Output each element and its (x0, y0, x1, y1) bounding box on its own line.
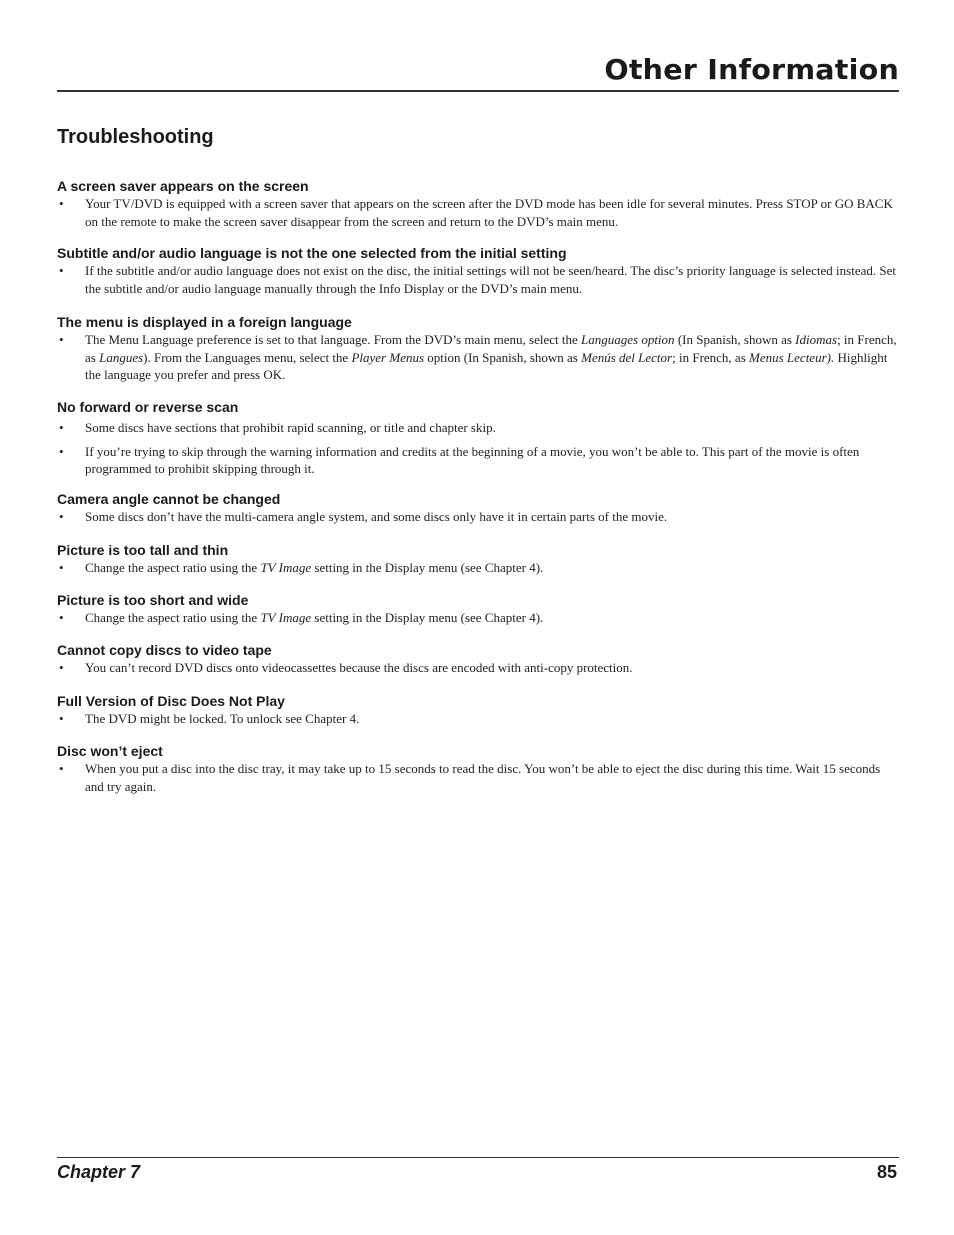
troubleshooting-topic (57, 641, 897, 677)
bullet-text: You can’t record DVD discs onto videocassettes because the discs are encoded with anti-copy protection. (85, 660, 633, 675)
troubleshooting-topic (57, 490, 897, 526)
bullet-icon: • (59, 761, 64, 776)
bullet-text: Change the aspect ratio using the (85, 560, 261, 575)
topic-heading: Picture is too tall and thin (57, 542, 229, 558)
bullet-item (57, 331, 897, 384)
bullet-icon: • (59, 509, 64, 524)
troubleshooting-topic (57, 742, 897, 795)
bullet-text: The Menu Language preference is set to that language. From the DVD’s main menu, select the (85, 332, 582, 347)
bullet-text: If the subtitle and/or audio language does not exist on the disc, the initial settings will not be seen/heard. The disc’s priority language is selected instead. Set the subtitle and/or audio language manually through the Info Display or the DVD’s main menu. (85, 263, 896, 296)
bullet-icon: • (59, 610, 64, 625)
bullet-text: Your TV/DVD is equipped with a screen saver that appears on the screen after the DVD mode has been idle for several minutes. Press STOP or GO BACK on the remote to make the screen saver disappear from the screen and return to the DVD’s main menu. (85, 196, 893, 229)
topic-heading: Full Version of Disc Does Not Play (57, 693, 285, 709)
troubleshooting-topic (57, 692, 897, 728)
bullet-item (57, 195, 897, 230)
bullet-text: ). From the Languages menu, select the (143, 349, 352, 365)
bullet-icon: • (59, 332, 64, 347)
topic-heading: Camera angle cannot be changed (57, 491, 281, 507)
chapter-title: Other Information (604, 53, 899, 86)
bullet-icon: • (59, 196, 64, 211)
topic-heading: A screen saver appears on the screen (57, 178, 309, 194)
page-number: 85 (876, 1162, 897, 1182)
bullet-item (57, 760, 897, 795)
troubleshooting-topic (57, 177, 897, 230)
topic-heading: Subtitle and/or audio language is not the one selected from the initial setting (57, 245, 567, 261)
bullet-text: TV Image (260, 610, 312, 625)
bullet-icon: • (59, 443, 64, 459)
bullet-text: Langues (99, 349, 144, 365)
troubleshooting-topic (57, 541, 897, 577)
bullet-text: Change the aspect ratio using the (85, 610, 261, 625)
bullet-icon: • (59, 711, 64, 726)
bullet-text: TV Image (260, 560, 312, 575)
troubleshooting-topic (57, 398, 897, 478)
bullet-text: option (In Spanish, shown as (424, 349, 582, 365)
topic-heading: The menu is displayed in a foreign language (57, 314, 352, 330)
bullet-text: Player Menus (351, 349, 425, 365)
troubleshooting-topic (57, 244, 897, 297)
footer-chapter: Chapter 7 (57, 1162, 141, 1182)
bullet-text: When you put a disc into the disc tray, it may take up to 15 seconds to read the disc. You won’t be able to eject the disc during this time. Wait 15 seconds and try again. (85, 761, 881, 794)
bullet-icon: • (59, 560, 64, 575)
bullet-item (57, 508, 897, 526)
bullet-text: (In Spanish, shown as (674, 332, 796, 347)
bullet-item (57, 609, 897, 627)
topic-heading: No forward or reverse scan (57, 399, 239, 415)
topic-heading: Disc won’t eject (57, 743, 163, 759)
bullet-item (57, 419, 897, 437)
bullet-text: Highlight the language you prefer and press OK. (85, 349, 888, 382)
bullet-icon: • (59, 660, 64, 675)
bullet-item (57, 710, 897, 728)
bullet-text: Menús del Lector (581, 349, 673, 365)
page-header (57, 52, 899, 88)
topic-heading: Cannot copy discs to video tape (57, 642, 272, 658)
bullet-text: Some discs don’t have the multi-camera angle system, and some discs only have it in certain parts of the movie. (85, 509, 668, 524)
bullet-text: Menus Lecteur). (749, 349, 835, 365)
section-title: Troubleshooting (57, 126, 214, 148)
troubleshooting-topic (57, 313, 897, 384)
bullet-icon: • (59, 263, 64, 278)
bullet-text: ; in French, as (672, 349, 750, 365)
bullet-text: Some discs have sections that prohibit rapid scanning, or title and chapter skip. (85, 420, 496, 435)
topic-heading: Picture is too short and wide (57, 592, 249, 608)
footer-rule (57, 1157, 899, 1158)
bullet-text: ; in French, as (85, 332, 897, 365)
bullet-item (57, 443, 897, 478)
bullet-item (57, 559, 897, 577)
bullet-item (57, 659, 897, 677)
bullet-icon: • (59, 420, 64, 435)
bullet-text: If you’re trying to skip through the warning information and credits at the beginning of a movie, you won’t be able to. This part of the movie is often programmed to prohibit skipping through it. (85, 443, 860, 476)
bullet-text: Languages option (581, 332, 675, 347)
header-rule (57, 90, 899, 92)
bullet-text: The DVD might be locked. To unlock see Chapter 4. (85, 711, 360, 726)
troubleshooting-topic (57, 591, 897, 627)
bullet-text: Idiomas (795, 332, 838, 347)
bullet-text: setting in the Display menu (see Chapter 4). (311, 560, 544, 575)
bullet-item (57, 262, 897, 297)
bullet-text: setting in the Display menu (see Chapter 4). (311, 610, 544, 625)
